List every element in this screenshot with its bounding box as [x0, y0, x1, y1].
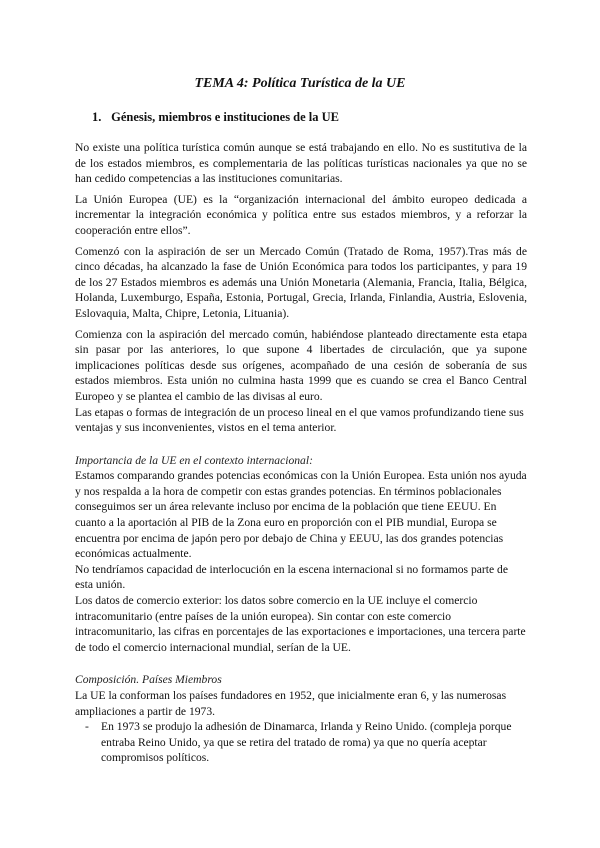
paragraph: La UE la conforman los países fundadores en 1952, que inicialmente eran 6, y las numerosas ampliaciones a partir de 1973.	[75, 689, 507, 718]
paragraph: Estamos comparando grandes potencias económicas con la Unión Europea. Esta unión nos ayuda y nos respalda a la hora de competir con estas grandes potencias. En términos poblacionales conseguimos ser un área relevante incluso por encima de la población que tiene EEUU. En cuanto a la aportación al PIB de la Zona euro en proporción con el PIB mundial, Europa se encuentra por encima de japón pero por debajo de China y EEUU, las dos grandes potencias económicas actualmente.	[75, 469, 527, 561]
paragraph: Comienza con la aspiración del mercado común, habiéndose planteado directamente esta etapa sin pasar por las anteriores, lo que supone 4 libertades de circulación, que ya supone implicaciones políticas desde sus orígenes, acompañado de una cesión de soberanía de sus estados miembros. Esta unión no culmina hasta 1999 que es cuando se crea el Banco Central Europeo y se plantea el cambio de las divisas al euro.	[75, 327, 527, 403]
section-number: 1.	[92, 110, 102, 124]
paragraph: Comenzó con la aspiración de ser un Mercado Común (Tratado de Roma, 1957).Tras más de cinco décadas, ha alcanzado la fase de Unión Económica para todos los participantes, y para 19 de los 27 Estados miembros es además una Unión Monetaria (Alemania, Francia, Italia, Bélgica, Holanda, Luxemburgo, España, Estonia, Portugal, Grecia, Irlanda, Finlandia, Austria, Eslovenia, Eslovaquia, Malta, Chipre, Letonia, Lituania).	[75, 244, 527, 320]
paragraph: Las etapas o formas de integración de un proceso lineal en el que vamos profundizando tiene sus ventajas y sus inconvenientes, vistos en el tema anterior.	[75, 405, 524, 435]
paragraph: La Unión Europea (UE) es la “organización internacional del ámbito europeo dedicada a incrementar la integración económica y política entre sus estados miembros, y a reforzar la cooperación entre ellos”.	[75, 192, 527, 237]
section-heading	[92, 110, 339, 125]
paragraph: No tendríamos capacidad de interlocución en la escena internacional si no formamos parte de esta unión.	[75, 562, 508, 592]
document-body	[75, 140, 527, 766]
document-title: TEMA 4: Política Turística de la UE	[194, 76, 406, 91]
list-item-text: En 1973 se produjo la adhesión de Dinamarca, Irlanda y Reino Unido. (compleja porque entraba Reino Unido, ya que se retira del tratado de roma) ya que no quería aceptar compromisos políticos.	[101, 720, 512, 765]
paragraph: Los datos de comercio exterior: los datos sobre comercio en la UE incluye el comercio intracomunitario (entre países de la unión europea). Sin contar con este comercio intracomunitario, las cifras en porcentajes de las exportaciones e importaciones, una tercera parte de todo el comercio internacional mundial, serían de la UE.	[75, 594, 526, 654]
subsection-title: Composición. Países Miembros	[75, 673, 222, 687]
paragraph: No existe una política turística común aunque se está trabajando en ello. No es sustitutiva de la de los estados miembros, es complementaria de las políticas turísticas nacionales ya que no se han cedido competencias a las instituciones comunitarias.	[75, 141, 527, 186]
bullet-marker: -	[85, 720, 89, 734]
list-item	[75, 719, 527, 766]
section-title: Génesis, miembros e instituciones de la UE	[111, 110, 340, 124]
subsection-title: Importancia de la UE en el contexto internacional:	[75, 453, 313, 467]
